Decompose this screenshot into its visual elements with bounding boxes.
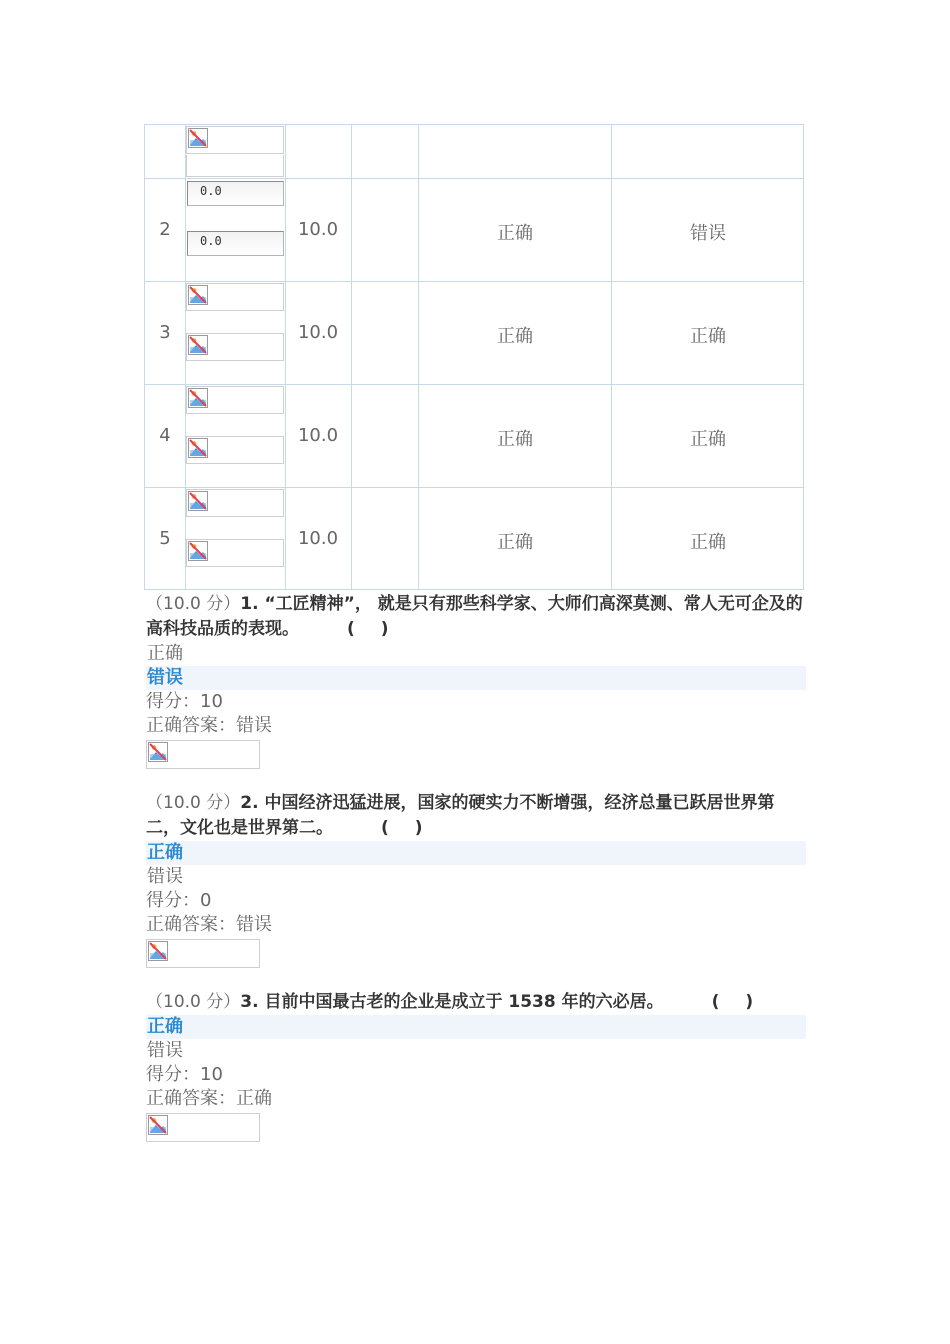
score-input[interactable]: 0.0 (187, 231, 284, 256)
question-block (146, 791, 806, 968)
score-label: 得分：10 (146, 691, 223, 712)
question-points: （10.0 分） (146, 992, 241, 1012)
question-block (146, 990, 806, 1142)
broken-image-icon (146, 740, 260, 769)
row-number: 2 (159, 219, 171, 240)
question-text (146, 791, 806, 841)
table-divider (145, 178, 803, 179)
score-table (144, 124, 804, 590)
table-divider (145, 384, 803, 385)
answer-value: 正确 (690, 532, 726, 553)
row-number: 3 (159, 322, 171, 343)
answer-value: 正确 (497, 326, 533, 347)
broken-image-icon (146, 1113, 260, 1142)
table-divider (418, 125, 419, 589)
table-divider (285, 125, 286, 589)
broken-image-icon (186, 436, 284, 464)
broken-image-icon (186, 333, 284, 361)
score-label: 得分：0 (146, 890, 212, 911)
broken-image-icon (186, 283, 284, 311)
score-value: 10.0 (297, 425, 339, 446)
score-input[interactable]: 0.0 (187, 181, 284, 206)
table-divider (351, 125, 352, 589)
question-points: （10.0 分） (146, 793, 241, 813)
answer-value: 正确 (497, 429, 533, 450)
question-body: 2. 中国经济迅猛进展，国家的硬实力不断增强，经济总量已跃居世界第二，文化也是世界第二。 (146, 793, 775, 838)
score-value: 10.0 (297, 322, 339, 343)
answer-parens: () (711, 992, 780, 1012)
question-text (146, 592, 806, 642)
answer-value: 错误 (690, 223, 726, 244)
broken-image-icon (146, 939, 260, 968)
option-false-selected[interactable]: 错误 (146, 666, 806, 690)
answer-parens: () (347, 619, 415, 639)
option-false[interactable]: 错误 (147, 1040, 183, 1061)
table-divider (145, 281, 803, 282)
question-body: 3. 目前中国最古老的企业是成立于 1538 年的六必居。 (240, 992, 664, 1012)
question-text (146, 990, 806, 1015)
broken-image-icon (186, 126, 284, 154)
broken-image-icon (186, 489, 284, 517)
option-true-selected[interactable]: 正确 (146, 1015, 806, 1039)
correct-answer-label: 正确答案：错误 (146, 715, 272, 736)
table-divider (145, 487, 803, 488)
table-divider (611, 125, 612, 589)
score-label: 得分：10 (146, 1064, 223, 1085)
option-true[interactable]: 正确 (147, 643, 183, 664)
answer-value: 正确 (690, 429, 726, 450)
option-true-selected[interactable]: 正确 (146, 841, 806, 865)
question-body: 1. “工匠精神”， 就是只有那些科学家、大师们高深莫测、常人无可企及的高科技品质的表现。 (146, 594, 803, 639)
answer-value: 正确 (690, 326, 726, 347)
answer-value: 正确 (497, 532, 533, 553)
row-number: 5 (159, 528, 171, 549)
option-false[interactable]: 错误 (147, 866, 183, 887)
question-points: （10.0 分） (146, 594, 241, 614)
score-value: 10.0 (297, 528, 339, 549)
score-value: 10.0 (297, 219, 339, 240)
broken-image-icon (186, 539, 284, 567)
broken-image-icon (186, 386, 284, 414)
correct-answer-label: 正确答案：正确 (146, 1088, 272, 1109)
row-number: 4 (159, 425, 171, 446)
image-placeholder (186, 155, 284, 177)
answer-value: 正确 (497, 223, 533, 244)
answer-parens: () (381, 818, 449, 838)
question-block (146, 592, 806, 769)
correct-answer-label: 正确答案：错误 (146, 914, 272, 935)
